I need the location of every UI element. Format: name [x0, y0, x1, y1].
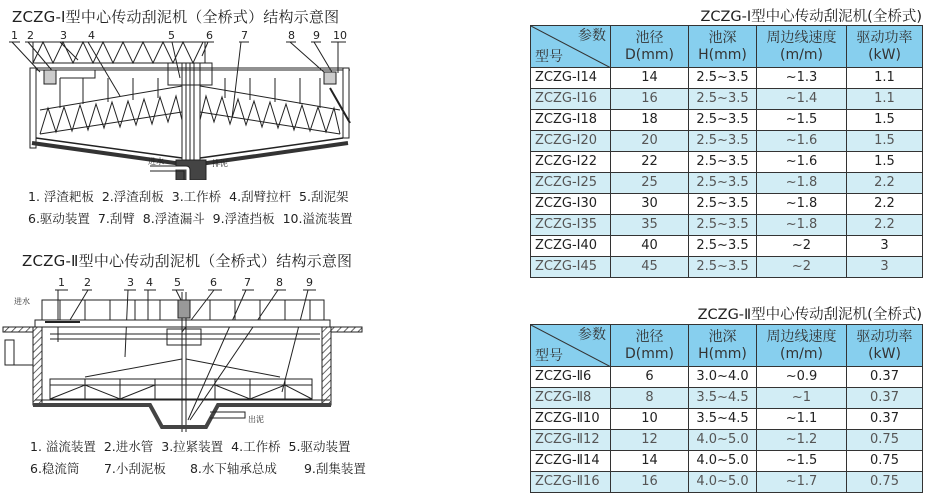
table2-header-power: 驱动功率 (kW) — [847, 325, 923, 367]
legend-item: 3.拉紧装置 — [161, 439, 224, 454]
legend-item: 10.溢流装置 — [282, 211, 353, 226]
svg-text:3: 3 — [60, 29, 67, 42]
table1-spec-table — [530, 25, 923, 278]
table-row: ZCZG-Ⅰ18 18 2.5~3.5 ~1.5 1.5 — [531, 110, 923, 131]
table1-header-speed: 周边线速度 (m/m) — [757, 26, 847, 68]
svg-text:8: 8 — [288, 29, 295, 42]
table-row: ZCZG-Ⅱ10 10 3.5~4.5 ~1.1 0.37 — [531, 409, 923, 430]
diagram1-callout-numbers — [11, 29, 347, 42]
svg-text:8: 8 — [276, 276, 283, 289]
table-row: ZCZG-Ⅱ16 16 4.0~5.0 ~1.7 0.75 — [531, 472, 923, 493]
svg-text:进水: 进水 — [148, 157, 164, 166]
legend-item: 8.水下轴承总成 — [189, 461, 277, 476]
legend-item: 2.进水管 — [103, 439, 154, 454]
table-row: ZCZG-Ⅰ35 35 2.5~3.5 ~1.8 2.2 — [531, 215, 923, 236]
svg-text:10: 10 — [333, 29, 347, 42]
table2-header-diameter: 池径 D(mm) — [611, 325, 689, 367]
diagram1-title: ZCZG-Ⅰ型中心传动刮泥机（全桥式）结构示意图 — [12, 8, 340, 26]
legend-item: 2.浮渣刮板 — [101, 189, 164, 204]
table1-header-power: 驱动功率 (kW) — [847, 26, 923, 68]
svg-text:3: 3 — [127, 276, 134, 289]
legend-item: 1. 浮渣耙板 — [28, 189, 94, 204]
table-row: ZCZG-Ⅰ30 30 2.5~3.5 ~1.8 2.2 — [531, 194, 923, 215]
table-row: ZCZG-Ⅱ8 8 3.5~4.5 ~1 0.37 — [531, 388, 923, 409]
table-row: ZCZG-Ⅱ12 12 4.0~5.0 ~1.2 0.75 — [531, 430, 923, 451]
legend-item: 5.驱动装置 — [288, 439, 351, 454]
table-row: ZCZG-Ⅰ40 40 2.5~3.5 ~2 3 — [531, 236, 923, 257]
table-row: ZCZG-Ⅰ45 45 2.5~3.5 ~2 3 — [531, 257, 923, 278]
legend-item: 6.稳流筒 — [30, 461, 80, 476]
legend-item: 8.浮渣漏斗 — [142, 211, 205, 226]
table-row: ZCZG-Ⅱ6 6 3.0~4.0 ~0.9 0.37 — [531, 367, 923, 388]
svg-text:出泥: 出泥 — [248, 415, 264, 424]
table-row: ZCZG-Ⅰ16 16 2.5~3.5 ~1.4 1.1 — [531, 89, 923, 110]
diagram2-schematic — [0, 272, 380, 432]
svg-text:2: 2 — [27, 29, 34, 42]
diagram2-legend — [30, 436, 366, 480]
table2-title: ZCZG-Ⅱ型中心传动刮泥机(全桥式) — [697, 307, 922, 323]
diagram1-schematic — [0, 28, 370, 180]
svg-text:1: 1 — [58, 276, 65, 289]
svg-text:1: 1 — [11, 29, 18, 42]
svg-text:5: 5 — [168, 29, 175, 42]
legend-item: 9.刮集装置 — [303, 461, 366, 476]
svg-text:进水: 进水 — [14, 297, 30, 306]
svg-text:9: 9 — [306, 276, 313, 289]
table1-header-diameter: 池径 D(mm) — [611, 26, 689, 68]
svg-text:2: 2 — [84, 276, 91, 289]
legend-item: 7.刮臂 — [97, 211, 135, 226]
table-row: ZCZG-Ⅱ14 14 4.0~5.0 ~1.5 0.75 — [531, 451, 923, 472]
table1-title: ZCZG-Ⅰ型中心传动刮泥机(全桥式) — [700, 9, 922, 25]
legend-item: 9.浮渣挡板 — [212, 211, 275, 226]
table-row: ZCZG-Ⅰ25 25 2.5~3.5 ~1.8 2.2 — [531, 173, 923, 194]
legend-item: 4.刮臂拉杆 — [229, 189, 292, 204]
legend-item: 4.工作桥 — [231, 439, 281, 454]
table-row: ZCZG-Ⅰ20 20 2.5~3.5 ~1.6 1.5 — [531, 131, 923, 152]
legend-item: 1. 溢流装置 — [30, 439, 96, 454]
svg-text:排泥: 排泥 — [212, 159, 228, 168]
table2-header-speed: 周边线速度 (m/m) — [757, 325, 847, 367]
table1-header-depth: 池深 H(mm) — [689, 26, 757, 68]
diagram2-callout-numbers — [58, 276, 313, 289]
table-row: ZCZG-Ⅰ22 22 2.5~3.5 ~1.6 1.5 — [531, 152, 923, 173]
svg-text:6: 6 — [206, 29, 213, 42]
legend-item: 7.小刮泥板 — [103, 461, 166, 476]
table2-spec-table — [530, 324, 923, 493]
svg-text:7: 7 — [244, 276, 251, 289]
svg-text:6: 6 — [210, 276, 217, 289]
svg-text:4: 4 — [146, 276, 153, 289]
legend-item: 5.刮泥架 — [299, 189, 349, 204]
table2-header-depth: 池深 H(mm) — [689, 325, 757, 367]
table1-corner-header: 参数 型号 — [531, 26, 611, 68]
svg-text:9: 9 — [313, 29, 320, 42]
svg-text:4: 4 — [88, 29, 95, 42]
diagram2-title: ZCZG-Ⅱ型中心传动刮泥机（全桥式）结构示意图 — [22, 252, 353, 270]
diagram1-legend — [28, 186, 352, 230]
legend-item: 3.工作桥 — [171, 189, 222, 204]
table2-corner-header: 参数 型号 — [531, 325, 611, 367]
table-row: ZCZG-Ⅰ14 14 2.5~3.5 ~1.3 1.1 — [531, 68, 923, 89]
svg-text:7: 7 — [241, 29, 248, 42]
legend-item: 6.驱动装置 — [28, 211, 90, 226]
svg-text:5: 5 — [174, 276, 181, 289]
